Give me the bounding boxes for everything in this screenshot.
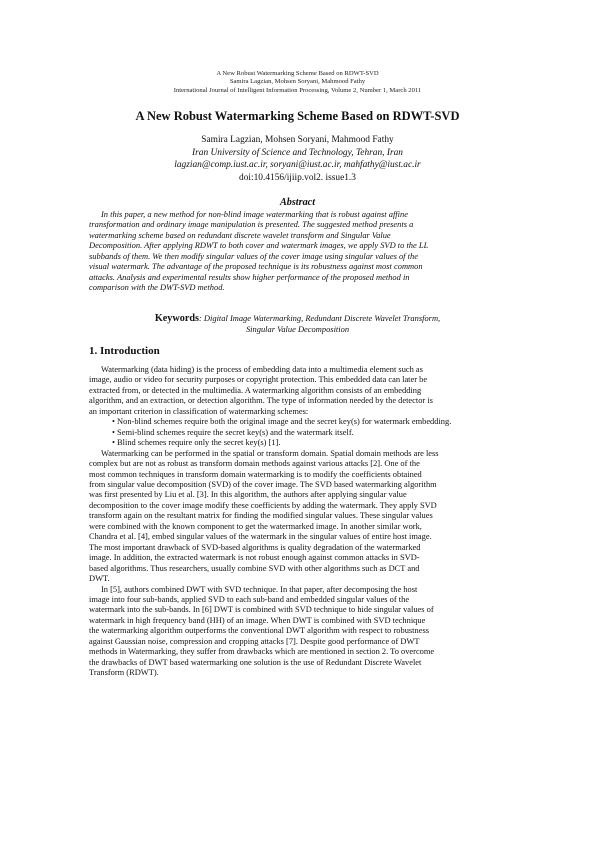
body-line: Chandra et al. [4], embed singular values of the watermark in the singular values of entire host image. bbox=[89, 531, 432, 542]
body-line: based algorithms. Thus researchers, usually combine SVD with other algorithms such as DCT and bbox=[89, 562, 420, 573]
body-line: extracted from, or detected in the multimedia. A watermarking algorithm consists of an embedding bbox=[89, 384, 422, 395]
running-header-journal: International Journal of Intelligent Information Processing, Volume 2, Number 1, March 2011 bbox=[173, 86, 422, 94]
body-line: from singular value decomposition (SVD) of the cover image. The SVD based watermarking algorithm bbox=[89, 478, 437, 489]
abstract-line: Decomposition. After applying RDWT to both cover and watermark images, we apply SVD to the LL bbox=[89, 240, 429, 251]
authors: Samira Lagzian, Mohsen Soryani, Mahmood Fathy bbox=[201, 135, 394, 145]
body-line: image, audio or video for security purposes or copyright protection. This embedded data can later be bbox=[89, 374, 428, 385]
keywords-line: Digital Image Watermarking, Redundant Discrete Wavelet Transform, bbox=[203, 313, 441, 323]
body-line: Transform (RDWT). bbox=[89, 667, 159, 678]
bullet-item: • Blind schemes require only the secret key(s) [1]. bbox=[112, 437, 281, 448]
body-line: The most important drawback of SVD-based algorithms is quality degradation of the watermarked bbox=[89, 541, 421, 552]
keywords-label: Keywords bbox=[154, 313, 199, 324]
body-line: an important criterion in classification of watermarking schemes: bbox=[89, 405, 309, 416]
abstract-line: watermarking scheme based on redundant discrete wavelet transform and Singular Value bbox=[89, 229, 391, 240]
keywords-block: Keywords: Digital Image Watermarking, Redundant Discrete Wavelet Transform, Singular Value Decomposition bbox=[0, 313, 595, 335]
abstract-line: In this paper, a new method for non-blind image watermarking that is robust against affine bbox=[101, 209, 408, 219]
abstract-line: subbands of them. We then modify singular values of the cover image using singular values of the bbox=[89, 250, 418, 261]
body-line: image. In addition, the extracted watermark is not robust enough against common attacks in SVD- bbox=[89, 552, 420, 563]
body-line: Watermarking can be performed in the spatial or transform domain. Spatial domain methods are less bbox=[101, 447, 439, 458]
bullet-item: • Non-blind schemes require both the original image and the secret key(s) for watermark embedding. bbox=[112, 416, 452, 427]
body-line: complex but are not as robust as transform domain methods against various attacks [2]. One of the bbox=[89, 458, 420, 469]
body-line: the drawbacks of DWT based watermarking one solution is the use of Redundant Discrete Wavelet bbox=[89, 656, 422, 667]
abstract-line: comparison with the DWT-SVD method. bbox=[89, 282, 225, 293]
body-line: DWT. bbox=[89, 573, 110, 584]
body-line: algorithm, and an extraction, or detection algorithm. The type of information needed by the detector is bbox=[89, 395, 433, 406]
running-header-title: A New Robust Watermarking Scheme Based on RDWT-SVD bbox=[216, 70, 379, 77]
body-line: In [5], authors combined DWT with SVD technique. In that paper, after decomposing the host bbox=[101, 583, 418, 594]
body-line: the watermarking algorithm outperforms the conventional DWT algorithm with respect to robustness bbox=[89, 625, 429, 636]
body-line: watermark into the sub-bands. In [6] DWT is combined with SVD technique to hide singular values of bbox=[89, 604, 434, 615]
doi: doi:10.4156/ijiip.vol2. issue1.3 bbox=[239, 172, 356, 183]
abstract-line: transformation and ordinary image manipulation is presented. The suggested method presents a bbox=[89, 219, 414, 230]
paper-title: A New Robust Watermarking Scheme Based on RDWT-SVD bbox=[135, 109, 460, 123]
body-line: methods in Watermarking, they suffer from drawbacks which are mentioned in section 2. To overcome bbox=[89, 646, 435, 657]
body-line: were combined with the known component to get the watermarked image. In another similar work, bbox=[89, 520, 422, 531]
keywords-line: Singular Value Decomposition bbox=[245, 324, 350, 335]
body-line: transform again on the resultant matrix for finding the modified singular values. These singular values bbox=[89, 510, 433, 521]
body-line: watermark in high frequency band (HH) of an image. When DWT is combined with SVD technique bbox=[89, 614, 426, 625]
body-line: was first presented by Liu et al. [3]. In this algorithm, the authors after applying singular value bbox=[89, 489, 407, 500]
abstract-text bbox=[89, 209, 495, 293]
body-line: image into four sub-bands, applied SVD to each sub-band and embedded singular values of the bbox=[89, 593, 410, 604]
abstract-heading: Abstract bbox=[279, 197, 316, 208]
running-header bbox=[0, 70, 595, 95]
body-line: against Gaussian noise, compression and cropping attacks [7]. Despite good performance of DWT bbox=[89, 635, 420, 646]
body-line: most common techniques in transform domain watermarking is to modify the coefficients obtained bbox=[89, 468, 422, 479]
author-emails: lagzian@comp.iust.ac.ir, soryani@iust.ac.ir, mahfathy@iust.ac.ir bbox=[174, 160, 421, 170]
author-block bbox=[0, 134, 595, 184]
body-line: decomposition to the cover image modify these coefficients by adding the watermark. They apply SVD bbox=[89, 499, 437, 510]
abstract-line: visual watermark. The advantage of the proposed technique is its robustness against most common bbox=[89, 261, 423, 272]
bullet-item: • Semi-blind schemes require the secret key(s) and the watermark itself. bbox=[112, 426, 354, 437]
abstract-line: attacks. Analysis and experimental results show higher performance of the proposed method in bbox=[89, 271, 410, 282]
affiliation: Iran University of Science and Technology, Tehran, Iran bbox=[192, 147, 403, 158]
running-header-authors: Samira Lagzian, Mohsen Soryani, Mahmood Fathy bbox=[229, 78, 366, 86]
section-heading: 1. Introduction bbox=[89, 345, 160, 357]
section-body bbox=[89, 364, 495, 678]
body-line: Watermarking (data hiding) is the process of embedding data into a multimedia element such as bbox=[101, 364, 423, 374]
